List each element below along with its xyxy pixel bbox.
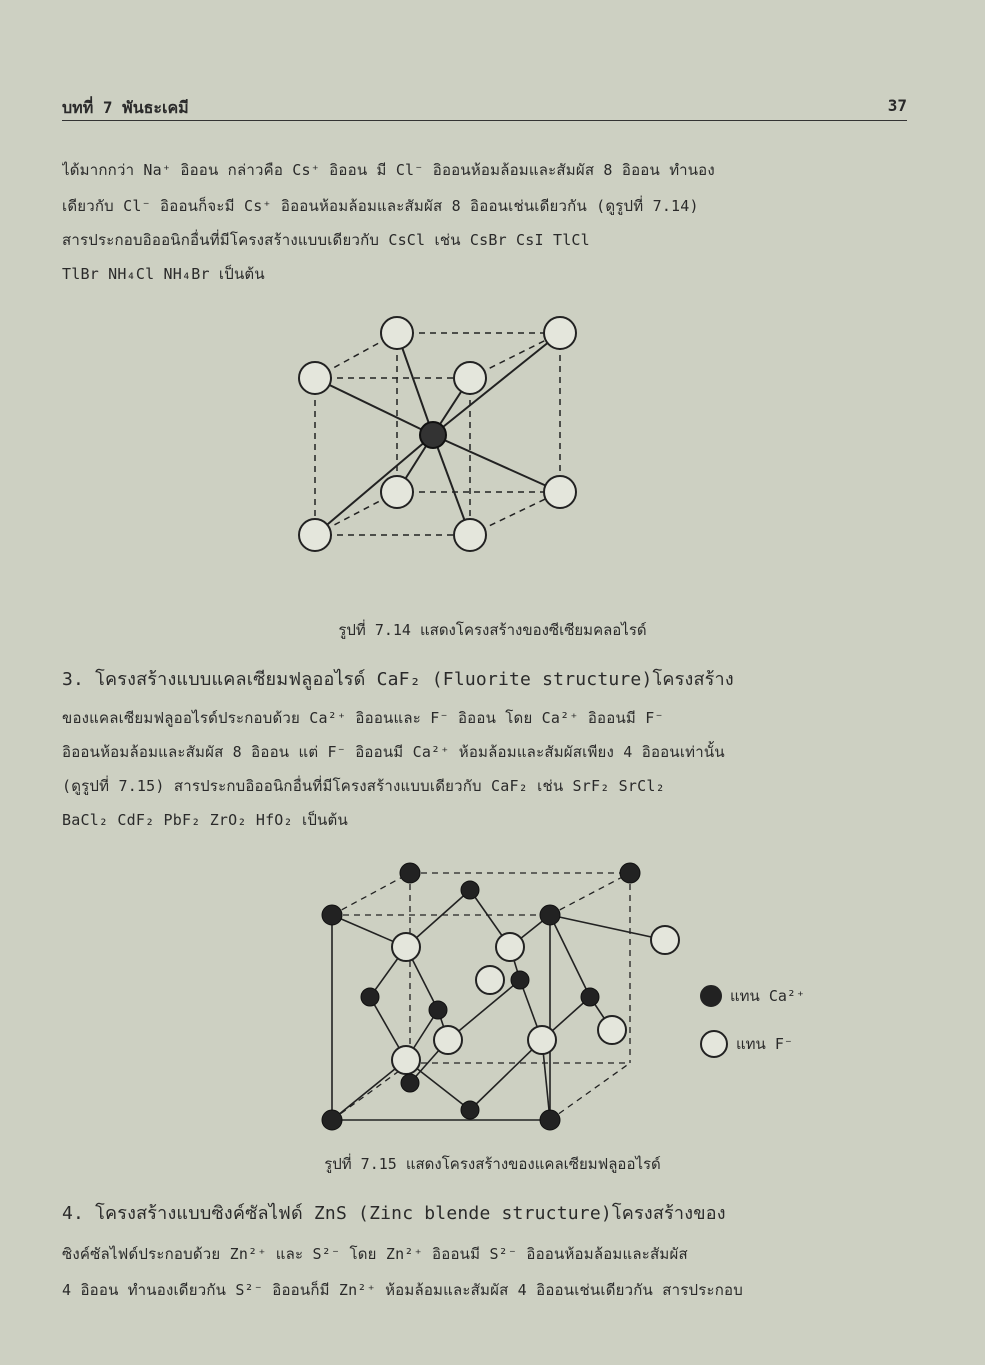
paragraph-line: สารประกอบอิออนิกอื่นที่มีโครงสร้างแบบเดียวกับ CsCl เช่น CsBr CsI TlCl <box>62 231 590 249</box>
page-header <box>62 96 907 121</box>
paragraph-line: TlBr NH₄Cl NH₄Br เป็นต้น <box>62 265 265 283</box>
paragraph-line: เดียวกับ Cl⁻ อิออนก็จะมี Cs⁺ อิออนห้อมล้อมและสัมผัส 8 อิออนเช่นเดียวกัน (ดูรูปที่ 7.14) <box>62 197 699 215</box>
paragraph-line: ซิงค์ซัลไฟด์ประกอบด้วย Zn²⁺ และ S²⁻ โดย Zn²⁺ อิออนมี S²⁻ อิออนห้อมล้อมและสัมผัส <box>62 1245 688 1263</box>
chapter-title: บทที่ 7 พันธะเคมี <box>62 98 189 117</box>
legend-ca-label: แทน Ca²⁺ <box>730 987 805 1005</box>
figure-caption: รูปที่ 7.15 แสดงโครงสร้างของแคลเซียมฟลูออไรด์ <box>324 1155 661 1173</box>
open-circle-icon <box>700 1030 728 1058</box>
paragraph-line: ได้มากกว่า Na⁺ อิออน กล่าวคือ Cs⁺ อิออน มี Cl⁻ อิออนห้อมล้อมและสัมผัส 8 อิออน ทำนอง <box>62 161 715 179</box>
filled-circle-icon <box>700 985 722 1007</box>
figure-caption: รูปที่ 7.14 แสดงโครงสร้างของซีเซียมคลอไรด์ <box>338 621 647 639</box>
legend-f <box>700 1030 793 1058</box>
paragraph-line: ของแคลเซียมฟลูออไรด์ประกอบด้วย Ca²⁺ อิออนและ F⁻ อิออน โดย Ca²⁺ อิออนมี F⁻ <box>62 709 664 727</box>
legend-f-label: แทน F⁻ <box>736 1035 793 1053</box>
paragraph-line: 4 อิออน ทำนองเดียวกัน S²⁻ อิออนก็มี Zn²⁺ ห้อมล้อมและสัมผัส 4 อิออนเช่นเดียวกัน สารประกอบ <box>62 1281 743 1299</box>
paragraph-line: (ดูรูปที่ 7.15) สารประกบอิออนิกอื่นที่มีโครงสร้างแบบเดียวกับ CaF₂ เช่น SrF₂ SrCl₂ <box>62 777 665 795</box>
section-heading: 3. โครงสร้างแบบแคลเซียมฟลูออไรด์ CaF₂ (Fluorite structure)โครงสร้าง <box>62 669 734 690</box>
section-heading: 4. โครงสร้างแบบซิงค์ซัลไฟด์ ZnS (Zinc blende structure)โครงสร้างของ <box>62 1203 726 1224</box>
page-number: 37 <box>887 96 907 115</box>
fluorite-structure-figure <box>310 855 690 1135</box>
cscl-structure-figure <box>280 305 600 565</box>
paragraph-line: อิออนห้อมล้อมและสัมผัส 8 อิออน แต่ F⁻ อิออนมี Ca²⁺ ห้อมล้อมและสัมผัสเพียง 4 อิออนเท่านั้น <box>62 743 725 761</box>
legend-ca <box>700 984 805 1008</box>
paragraph-line: BaCl₂ CdF₂ PbF₂ ZrO₂ HfO₂ เป็นต้น <box>62 811 348 829</box>
